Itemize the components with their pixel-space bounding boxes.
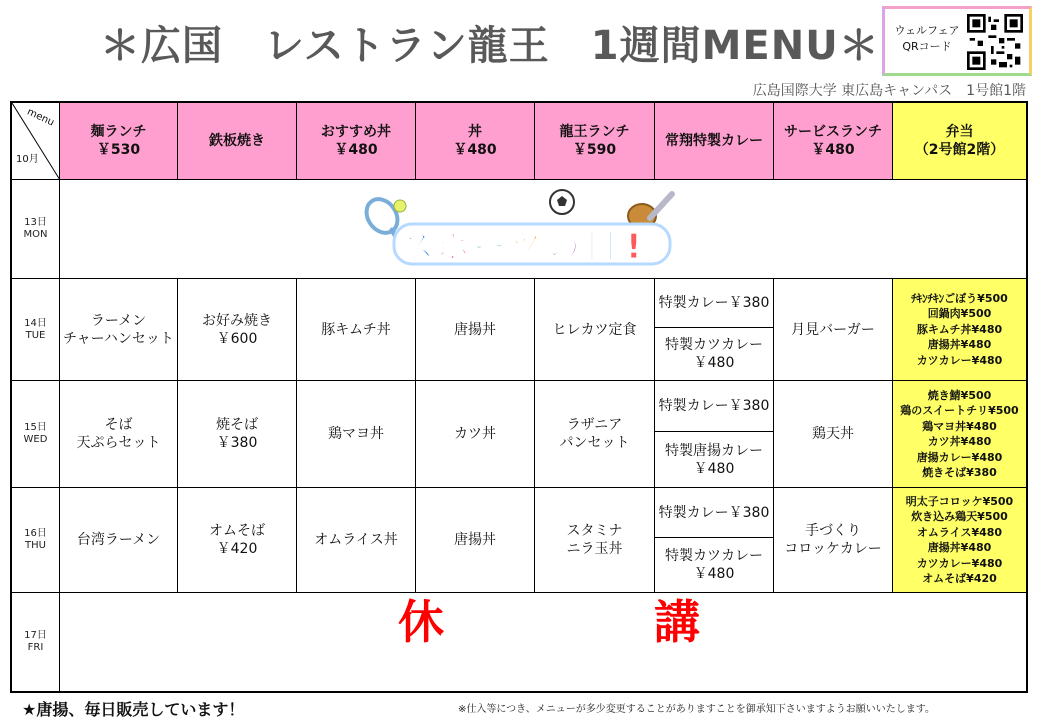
tue-don: 唐揚丼 <box>416 279 535 381</box>
closed-char-1: 休 <box>398 595 444 649</box>
col-header-osusume: おすすめ丼 ￥480 <box>297 103 416 180</box>
thu-osusume: オムライス丼 <box>297 488 416 593</box>
tue-service: 月見バーガー <box>774 279 893 381</box>
day-label-wed: 15日 WED <box>12 381 60 488</box>
thu-ryuou: スタミナ ニラ玉丼 <box>535 488 655 593</box>
corner-month-label: 10月 <box>16 154 39 165</box>
corner-menu-label: menu <box>25 106 57 129</box>
wed-osusume: 鶏マヨ丼 <box>297 381 416 488</box>
svg-text:ポ: ポ <box>436 227 470 267</box>
wed-teppan: 焼そば ￥380 <box>178 381 297 488</box>
col-header-men: 麺ランチ ￥530 <box>60 103 178 180</box>
page-title: ＊広国 レストラン龍王 1週間MENU＊ <box>100 23 880 69</box>
day-label-tue: 14日 TUE <box>12 279 60 381</box>
sports-day-banner <box>360 188 680 272</box>
wed-don: カツ丼 <box>416 381 535 488</box>
svg-text:ツ: ツ <box>508 227 542 267</box>
wed-bento: 焼き鯖¥500 鶏のスイートチリ¥500 鶏マヨ丼¥480 カツ丼¥480 唐揚カレー¥480 焼きそば¥380 <box>893 381 1026 488</box>
closed-char-2: 講 <box>654 595 700 649</box>
tue-curry-2: 特製カツカレー ￥480 <box>655 328 774 381</box>
col-header-bento: 弁当 （2号館2階） <box>893 103 1026 180</box>
wed-service: 鶏天丼 <box>774 381 893 488</box>
wed-men: そば 天ぷらセット <box>60 381 178 488</box>
corner-cell <box>12 103 60 180</box>
col-header-teppan: 鉄板焼き <box>178 103 297 180</box>
svg-text:の: の <box>546 227 580 267</box>
tue-osusume: 豚キムチ丼 <box>297 279 416 381</box>
tue-teppan: お好み焼き ￥600 <box>178 279 297 381</box>
thu-don: 唐揚丼 <box>416 488 535 593</box>
thu-curry-2: 特製カツカレー ￥480 <box>655 538 774 593</box>
wed-curry-2: 特製唐揚カレー ￥480 <box>655 432 774 488</box>
soccer-ball-icon <box>550 190 574 214</box>
day-label-fri: 17日 FRI <box>12 593 60 691</box>
thu-service: 手づくり コロッケカレー <box>774 488 893 593</box>
closed-cell <box>60 593 1026 691</box>
qr-code-icon[interactable] <box>967 14 1023 70</box>
thu-men: 台湾ラーメン <box>60 488 178 593</box>
thu-teppan: オムそば ￥420 <box>178 488 297 593</box>
tue-men: ラーメン チャーハンセット <box>60 279 178 381</box>
tue-curry-1: 特製カレー￥380 <box>655 279 774 328</box>
qr-box <box>882 6 1032 76</box>
thu-curry-1: 特製カレー￥380 <box>655 488 774 538</box>
col-header-curry: 常翔特製カレー <box>655 103 774 180</box>
svg-text:ス: ス <box>400 227 434 267</box>
qr-label: ウェルフェア QRコード <box>894 24 960 53</box>
col-header-service: サービスランチ ￥480 <box>774 103 893 180</box>
thu-bento: 明太子コロッケ¥500 炊き込み鶏天¥500 オムライス¥480 唐揚丼¥480 カツカレー¥480 オムそば¥420 <box>893 488 1026 593</box>
wed-curry-1: 特製カレー￥380 <box>655 381 774 432</box>
wed-ryuou: ラザニア パンセット <box>535 381 655 488</box>
footer-disclaimer: ※仕入等につき、メニューが多少変更することがありますことを御承知下さいますようお願いいたします。 <box>458 704 935 715</box>
svg-text:日: 日 <box>584 227 618 267</box>
col-header-ryuou: 龍王ランチ ￥590 <box>535 103 655 180</box>
campus-label: 広島国際大学 東広島キャンパス 1号館1階 <box>752 83 1026 99</box>
svg-text:ー: ー <box>472 227 506 267</box>
day-label-mon: 13日 MON <box>12 180 60 279</box>
col-header-don: 丼 ￥480 <box>416 103 535 180</box>
tue-bento: ﾁｷﾝﾁｷﾝごぼう¥500 回鍋肉¥500 豚キムチ丼¥480 唐揚丼¥480 カツカレー¥480 <box>893 279 1026 381</box>
footer-note-karaage: ★唐揚、毎日販売しています！ <box>22 700 245 719</box>
svg-text:!: ! <box>626 227 642 267</box>
tue-ryuou: ヒレカツ定食 <box>535 279 655 381</box>
day-label-thu: 16日 THU <box>12 488 60 593</box>
